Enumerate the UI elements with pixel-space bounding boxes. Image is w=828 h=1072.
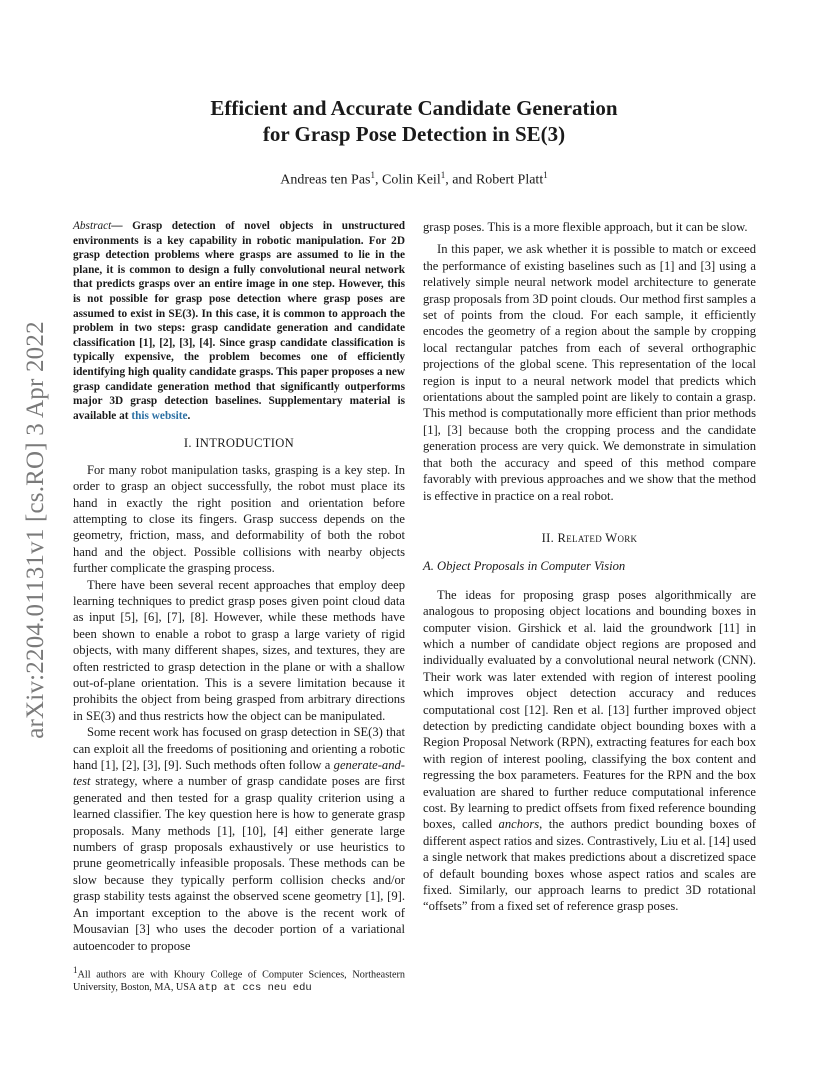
footnote-email: atp at ccs neu edu <box>198 982 312 995</box>
paragraph: In this paper, we ask whether it is possible to match or exceed the performance of existing baselines such as [1] and [3] using a relatively simple neural network model architecture to generate grasp proposals from 3D point clouds. Our method first samples a set of points from the cloud. For each sample, it efficiently encodes the geometry of a region about the sample by cropping local rectangular patches from each of several orthographic projections of the global scene. This representation of the local region is input to a neural network model that predicts which orientations about the sampled point are likely to contain a grasp. This method is computationally more efficient than prior methods [1], [3] because both the cropping process and the candidate generation process are very quick. We demonstrate in simulation that both the accuracy and speed of this method compare favorably with previous approaches and we show that the method is effective in practice on a real robot. <box>423 242 756 503</box>
author-name: Colin Keil <box>381 172 441 188</box>
footnote-text: All authors are with Khoury College of Computer Sciences, Northeastern University, Boston, MA, USA <box>73 969 405 994</box>
paragraph: For many robot manipulation tasks, grasping is a key step. In order to grasp an object successfully, the robot must place its hand in exactly the right position and orientation before attempting to close its fingers. Grasp success depends on the geometry, friction, mass, and deformability of both the robot hand and the object. Possible collisions with nearby objects further complicate the grasping process. <box>73 462 405 576</box>
paragraph-text: The ideas for proposing grasp poses algorithmically are analogous to proposing object locations and bounding boxes in computer vision. Girshick et al. laid the groundwork [11] in which a number of candidate object regions are proposed and individually evaluated by a convolutional neural network (CNN). Their work was later extended with region of interest pooling which improves object detection accuracy and reduces computational cost [12]. Ren et al. [13] further improved object detection by predicting candidate object bounding boxes with a Region Proposal Network (RPN), extracting features for each box with region of interest pooling, classifying the box content and regressing the box parameters. Features for the RPN and the box evaluation are shared to further reduce computational inference cost. By learning to predict offsets from fixed reference bounding boxes, called <box>423 587 756 832</box>
abstract-end: . <box>187 409 191 422</box>
paragraph-text: Some recent work has focused on grasp detection in SE(3) that can exploit all the freedoms of positioning and orienting a robotic hand [1], [2], [3], [9]. Such methods often follow a <box>73 725 405 773</box>
affiliation-mark: 1 <box>440 170 446 180</box>
paragraph-text: strategy, where a number of grasp candidate poses are first generated and then tested for a grasp quality criterion using a learned classifier. The key question here is how to generate grasp proposals. Many methods [1], [10], [4] either generate large numbers of grasp proposals exhaustively or use heuristics to prune geometrically infeasible proposals. These methods can be slow because they typically perform collision checks and/or grasp stability tests against the observed scene geometry [1], [9]. An important exception to the above is the recent work of Mousavian [3] who uses the decoder portion of a variational autoencoder to propose <box>73 774 405 953</box>
subsection-heading: A. Object Proposals in Computer Vision <box>423 559 626 574</box>
right-column <box>423 219 756 915</box>
left-column <box>73 219 405 954</box>
abstract-label: Abstract <box>73 220 112 232</box>
author-separator: , and <box>445 172 476 188</box>
abstract <box>73 219 405 423</box>
paragraph: There have been several recent approaches that employ deep learning techniques to predict grasp poses given point cloud data as input [5], [6], [7], [8]. However, while these methods have been shown to enable a robot to grasp a large variety of rigid objects, with many different shapes, sizes, and textures, they are often restricted to grasp detection in the plane or with a shallow out-of-plane orientation. This is a severe limitation because it prohibits the object from being grasped from arbitrary directions in SE(3) and thus restricts how the object can be manipulated. <box>73 577 405 723</box>
author-name: Andreas ten Pas <box>280 172 371 188</box>
emphasis: generate-and-test <box>73 758 405 789</box>
supplementary-link[interactable]: this website <box>131 409 188 422</box>
author-separator: , <box>374 172 382 188</box>
arxiv-sidebar <box>16 295 56 765</box>
arxiv-identifier: arXiv:2204.01131v1 [cs.RO] 3 Apr 2022 <box>22 321 49 739</box>
paragraph <box>423 587 756 915</box>
title-line-1: Efficient and Accurate Candidate Generation <box>210 96 618 120</box>
affiliation-mark: 1 <box>370 170 375 180</box>
author-name: Robert Platt <box>475 172 544 188</box>
section-heading-related-work: II. Related Work <box>541 530 638 545</box>
paragraph-text: , the authors predict bounding boxes of different aspect ratios and sizes. Contrastively, Liu et al. [14] used a single network that makes predictions about a discretized space of default bounding boxes whose aspect ratios and scales are fixed. Similarly, our approach learns to predict 3D rotational “offsets” from a fixed set of reference grasp poses. <box>423 817 756 914</box>
footnote <box>73 964 405 995</box>
emphasis: anchors <box>498 817 540 832</box>
title-line-2: for Grasp Pose Detection in SE(3) <box>262 122 566 146</box>
paragraph: grasp poses. This is a more flexible approach, but it can be slow. <box>423 220 748 234</box>
author-list <box>0 170 828 189</box>
section-heading-introduction: I. INTRODUCTION <box>183 436 295 451</box>
footnote-mark: 1 <box>73 965 78 975</box>
abstract-text: — Grasp detection of novel objects in unstructured environments is a key capability in robotic manipulation. For 2D grasp detection problems where grasps are assumed to lie in the plane, it is common to design a fully convolutional neural network that predicts grasps over an entire image in one step. However, this is not possible for grasp pose detection where grasp poses are assumed to exist in SE(3). In this case, it is common to approach the problem in two steps: grasp candidate generation and candidate classification [1], [2], [3], [4]. Since grasp candidate classification is typically expensive, the problem becomes one of efficiently identifying high quality candidate grasps. This paper proposes a new grasp candidate generation method that significantly outperforms major 3D grasp detection baselines. Supplementary material is available at <box>73 220 405 422</box>
paragraph <box>73 724 405 954</box>
paper-title <box>0 95 828 147</box>
affiliation-mark: 1 <box>543 170 548 180</box>
